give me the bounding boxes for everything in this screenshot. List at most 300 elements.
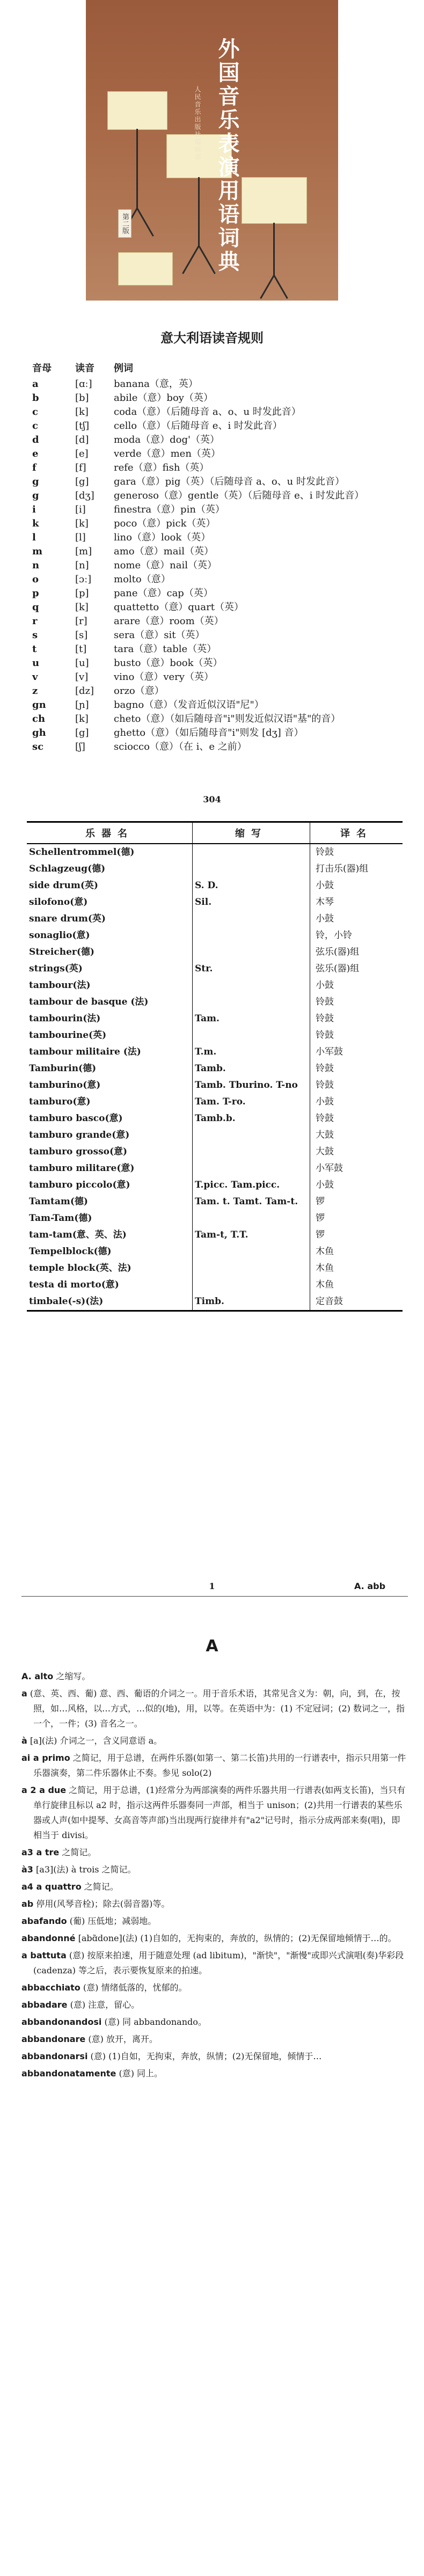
letter-cell: s: [32, 630, 38, 641]
table-row: [32, 671, 403, 685]
table-row: [32, 434, 403, 448]
abbreviation-cell: [193, 911, 310, 927]
instrument-name-cell: tambour militaire (法): [29, 1046, 141, 1057]
example-cell: moda（意）dog'（英）: [114, 434, 220, 445]
table-row: [27, 1177, 403, 1194]
translation-cell: 弦乐(器)组: [310, 944, 403, 961]
music-stand-shape: [273, 223, 275, 276]
example-cell: gara（意）pig（英）（后随母音 a、o、u 时发此音）: [114, 476, 345, 487]
letter-cell: l: [32, 532, 36, 543]
letter-cell: v: [32, 671, 38, 683]
letter-cell: q: [32, 602, 39, 613]
instrument-name-cell: Tempelblock(德): [29, 1246, 112, 1257]
table-row: [27, 1094, 403, 1110]
sound-cell: [k]: [75, 713, 89, 724]
example-cell: refe（意）fish（英）: [114, 462, 209, 473]
table-row: [32, 629, 403, 643]
music-stand-shape: [198, 177, 200, 247]
example-cell: nome（意）nail（英）: [114, 560, 217, 571]
dictionary-entry: [21, 2015, 408, 2030]
header-divider: [21, 1596, 408, 1597]
entry-headword: a3 a tre: [21, 1847, 60, 1857]
table-row: [32, 448, 403, 462]
entry-headword: abbandonare: [21, 2034, 86, 2044]
sound-cell: [p]: [75, 588, 89, 599]
dictionary-entry: [21, 1931, 408, 1946]
cover-title: 外国音乐表演用语词典: [215, 38, 239, 274]
translation-cell: 木鱼: [310, 1260, 403, 1277]
sound-cell: [v]: [75, 671, 89, 683]
entry-definition: (意) 放开，离开。: [88, 2034, 158, 2044]
example-cell: generoso（意）gentle（英）（后随母音 e、i 时发此音）: [114, 490, 364, 501]
sound-cell: [n]: [75, 560, 89, 571]
entry-definition: (意) 情绪低落的，忧郁的。: [83, 1982, 187, 1993]
letter-cell: c: [32, 420, 38, 431]
letter-cell: gn: [32, 699, 46, 711]
instrument-name-cell: Tamtam(德): [29, 1196, 88, 1207]
sound-cell: [e]: [75, 448, 89, 459]
table-row: [32, 406, 403, 420]
dictionary-entry: [21, 1879, 408, 1894]
table-row: [27, 1277, 403, 1293]
table-row: [27, 994, 403, 1011]
translation-cell: 锣: [310, 1210, 403, 1227]
example-cell: cheto（意）（如后随母音"i"则发近似汉语"基"的音）: [114, 713, 341, 724]
table-row: [27, 1293, 403, 1311]
rules-title: 意大利语读音规则: [160, 331, 264, 346]
letter-cell: k: [32, 518, 39, 529]
instrument-name-cell: tamburo militare(意): [29, 1163, 135, 1174]
abbreviation-cell: [193, 977, 310, 994]
translation-cell: 铃鼓: [310, 1060, 403, 1077]
example-cell: banana（意，英）: [114, 378, 198, 390]
book-cover: [0, 0, 424, 301]
letter-cell: d: [32, 434, 39, 445]
letter-cell: n: [32, 560, 40, 571]
instrument-name-cell: testa di morto(意): [29, 1279, 119, 1290]
abbreviation-cell: Timb.: [193, 1293, 310, 1311]
dictionary-entry: [21, 1862, 408, 1877]
table-row: [32, 475, 403, 489]
entry-headword: abbandonarsi: [21, 2051, 88, 2061]
table-row: [32, 727, 403, 741]
translation-cell: 小鼓: [310, 911, 403, 927]
stand-leg-shape: [260, 275, 275, 299]
translation-cell: 铃鼓: [310, 1027, 403, 1044]
table-row: [27, 1110, 403, 1127]
table-row: [27, 877, 403, 894]
instrument-name-cell: side drum(英): [29, 880, 98, 891]
dictionary-entry: [21, 1914, 408, 1929]
sound-cell: [k]: [75, 602, 89, 613]
dictionary-entry: [21, 2049, 408, 2064]
instrument-table: [27, 821, 403, 1312]
dictionary-entry: [21, 1783, 408, 1843]
example-cell: busto（意）book（英）: [114, 657, 223, 669]
table-row: [27, 861, 403, 877]
music-sheet-shape: [107, 91, 167, 130]
abbreviation-cell: S. D.: [193, 877, 310, 894]
music-stand-shape: [136, 129, 138, 209]
entry-definition: 之简记，用于总谱，在两件乐器(如第一、第二长笛)共用的一行谱表中，指示只用第一件乐器演奏，第二件乐器休止不奏。参见 solo(2): [33, 1753, 406, 1778]
instrument-name-cell: strings(英): [29, 963, 83, 974]
table-row: [27, 977, 403, 994]
abbreviation-cell: T.picc. Tam.picc.: [193, 1177, 310, 1194]
entry-definition: (意) 同 abbandonando。: [104, 2017, 207, 2027]
abbreviation-cell: Tamb.b.: [193, 1110, 310, 1127]
table-row: [32, 420, 403, 434]
entry-definition: [a](法) 介词之一，含义同意语 a。: [30, 1736, 163, 1746]
dictionary-entry: [21, 1897, 408, 1912]
instrument-name-cell: tamburo grosso(意): [29, 1146, 128, 1157]
example-cell: finestra（意）pin（英）: [114, 504, 225, 515]
pronunciation-rules-page: [0, 301, 424, 778]
table-row: [32, 741, 403, 755]
abbreviation-cell: [193, 927, 310, 944]
abbreviation-cell: Tam-t, T.T.: [193, 1227, 310, 1243]
entry-definition: 之简记。: [62, 1847, 97, 1857]
abbreviation-cell: [193, 944, 310, 961]
entry-definition: (意、英、西、葡) 意、西、葡语的介词之一。用于音乐术语，其常见含义为：朝，向，到，在，按照，如…风格，以…方式，…似的(地)，用，以等。在英语中为：(1) 不定冠词；(2) 数词之一，指一个，一件；(3) 音名之一。: [30, 1688, 405, 1729]
table-header-row: [27, 822, 403, 844]
section-letter: A: [206, 1637, 218, 1656]
entry-headword: abbandonatamente: [21, 2068, 116, 2079]
sound-cell: [k]: [75, 406, 89, 418]
abbreviation-cell: [193, 1277, 310, 1293]
translation-cell: 锣: [310, 1194, 403, 1210]
abbreviation-cell: [193, 844, 310, 861]
sound-cell: [dz]: [75, 685, 94, 697]
letter-cell: p: [32, 588, 39, 599]
example-cell: abile（意）boy（英）: [114, 392, 213, 404]
entry-definition: (意) (1)自如，无拘束，奔放，纵情；(2)无保留地，倾情于…: [90, 2051, 322, 2061]
instrument-name-cell: tamburo grande(意): [29, 1130, 130, 1140]
abbreviation-cell: Tam.: [193, 1011, 310, 1027]
table-row: [27, 1060, 403, 1077]
translation-cell: 弦乐(器)组: [310, 961, 403, 977]
table-row: [27, 1027, 403, 1044]
instrument-name-cell: snare drum(英): [29, 913, 106, 924]
table-row: [32, 643, 403, 657]
table-header-row: [32, 360, 403, 378]
table-row: [32, 685, 403, 699]
pronunciation-table: [32, 360, 403, 755]
dictionary-entry: [21, 2032, 408, 2047]
table-row: [32, 699, 403, 713]
instrument-name-cell: timbale(-s)(法): [29, 1296, 104, 1307]
example-cell: poco（意）pick（英）: [114, 518, 216, 529]
abbreviation-cell: [193, 1243, 310, 1260]
translation-cell: 木鱼: [310, 1243, 403, 1260]
table-row: [32, 517, 403, 531]
abbreviation-cell: [193, 1160, 310, 1177]
instrument-name-cell: tam-tam(意、英、法): [29, 1230, 127, 1240]
table-row: [27, 1077, 403, 1094]
abbreviation-cell: Tam. T-ro.: [193, 1094, 310, 1110]
table-row: [32, 392, 403, 406]
table-row: [27, 1044, 403, 1060]
abbreviation-cell: Tamb. Tburino. T-no: [193, 1077, 310, 1094]
translation-cell: 木琴: [310, 894, 403, 911]
entry-headword: ai a primo: [21, 1753, 70, 1763]
example-cell: coda（意）（后随母音 a、o、u 时发此音）: [114, 406, 301, 418]
abbreviation-cell: Tam. t. Tamt. Tam-t.: [193, 1194, 310, 1210]
table-row: [32, 559, 403, 573]
translation-cell: 木鱼: [310, 1277, 403, 1293]
table-row: [27, 961, 403, 977]
entry-headword: abbadare: [21, 2000, 68, 2010]
table-row: [27, 1194, 403, 1210]
translation-cell: 铃鼓: [310, 994, 403, 1011]
example-cell: quattetto（意）quart（英）: [114, 602, 244, 613]
entry-headword: abbandonandosi: [21, 2017, 102, 2027]
example-cell: cello（意）（后随母音 e、i 时发此音）: [114, 420, 282, 431]
instrument-table-page: [0, 778, 424, 1562]
table-row: [32, 378, 403, 392]
example-cell: ghetto（意）（如后随母音"i"则发 [dʒ] 音）: [114, 727, 304, 738]
letter-cell: a: [32, 378, 39, 390]
letter-cell: b: [32, 392, 39, 404]
sound-cell: [b]: [75, 392, 89, 404]
letter-cell: gh: [32, 727, 46, 738]
header-example: 例词: [114, 363, 133, 374]
table-row: [32, 615, 403, 629]
translation-cell: 铃，小铃: [310, 927, 403, 944]
sound-cell: [i]: [75, 504, 86, 515]
stand-leg-shape: [273, 275, 288, 299]
sound-cell: [d]: [75, 434, 89, 445]
example-cell: sciocco（意）（在 i、e 之前）: [114, 741, 247, 752]
cover-publisher: 人民音乐出版社编辑部: [194, 86, 201, 161]
table-row: [27, 1260, 403, 1277]
music-sheet-shape: [118, 252, 173, 286]
table-row: [32, 531, 403, 545]
example-cell: arare（意）room（英）: [114, 616, 224, 627]
instrument-name-cell: temple block(英、法): [29, 1263, 131, 1274]
letter-cell: r: [32, 616, 38, 627]
sound-cell: [t]: [75, 643, 87, 655]
letter-cell: g: [32, 490, 39, 501]
sound-cell: [k]: [75, 518, 89, 529]
entry-definition: (葡) 压低地；减弱地。: [69, 1916, 157, 1926]
abbreviation-cell: [193, 994, 310, 1011]
example-cell: pane（意）cap（英）: [114, 588, 213, 599]
cover-edition-badge: 第二版: [118, 209, 131, 238]
entry-definition: (意) 同上。: [119, 2068, 163, 2079]
instrument-name-cell: Tamburin(德): [29, 1063, 97, 1074]
dictionary-entry: [21, 2066, 408, 2081]
dictionary-page: [0, 1562, 424, 2576]
table-row: [27, 894, 403, 911]
translation-cell: 定音鼓: [310, 1293, 403, 1311]
translation-cell: 大鼓: [310, 1127, 403, 1144]
entry-definition: 停用(风琴音栓)；除去(弱音器)等。: [36, 1899, 170, 1909]
entry-definition: (意) 注意，留心。: [70, 2000, 140, 2010]
dictionary-entry: [21, 1980, 408, 1995]
example-cell: lino（意）look（英）: [114, 532, 211, 543]
instrument-name-cell: tamburino(意): [29, 1080, 101, 1091]
dictionary-entry: [21, 1997, 408, 2012]
table-row: [27, 1243, 403, 1260]
letter-cell: e: [32, 448, 39, 459]
letter-cell: f: [32, 462, 36, 473]
table-row: [27, 1160, 403, 1177]
sound-cell: [g]: [75, 727, 89, 738]
table-row: [32, 573, 403, 587]
translation-cell: 铃鼓: [310, 1011, 403, 1027]
instrument-name-cell: tambour(法): [29, 980, 91, 991]
example-cell: sera（意）sit（英）: [114, 630, 205, 641]
sound-cell: [ɑː]: [75, 378, 92, 390]
table-row: [32, 657, 403, 671]
dictionary-entry: [21, 1845, 408, 1860]
instrument-name-cell: tamburo piccolo(意): [29, 1180, 130, 1190]
translation-cell: 大鼓: [310, 1144, 403, 1160]
entry-definition: (意) 按原来拍速，用于随意处理 (ad libitum)，"渐快"，"渐慢"或即兴式演唱(奏)华彩段 (cadenza) 等之后，表示要恢复原来的拍速。: [33, 1950, 404, 1975]
dictionary-entry: [21, 1686, 408, 1731]
translation-cell: 铃鼓: [310, 1110, 403, 1127]
stand-leg-shape: [136, 208, 154, 236]
table-row: [27, 1210, 403, 1227]
table-row: [32, 713, 403, 727]
dictionary-entry: [21, 1751, 408, 1781]
header-abbreviation: 缩写: [193, 822, 310, 844]
letter-cell: z: [32, 685, 38, 697]
letter-cell: g: [32, 476, 39, 487]
table-row: [32, 545, 403, 559]
table-row: [32, 601, 403, 615]
entry-headword: A. alto: [21, 1671, 54, 1681]
translation-cell: 小军鼓: [310, 1044, 403, 1060]
abbreviation-cell: [193, 1210, 310, 1227]
letter-cell: t: [32, 643, 37, 655]
instrument-name-cell: Schlagzeug(德): [29, 863, 106, 874]
abbreviation-cell: [193, 861, 310, 877]
dictionary-entry: [21, 1733, 408, 1748]
header-instrument: 乐器名: [27, 822, 193, 844]
abbreviation-cell: [193, 1144, 310, 1160]
table-row: [27, 911, 403, 927]
table-row: [27, 1144, 403, 1160]
table-row: [27, 844, 403, 861]
sound-cell: [l]: [75, 532, 86, 543]
letter-cell: i: [32, 504, 36, 515]
entry-headword: ab: [21, 1899, 34, 1909]
instrument-name-cell: silofono(意): [29, 897, 88, 908]
example-cell: orzo（意）: [114, 685, 164, 697]
dictionary-entries: [21, 1669, 408, 2083]
table-row: [32, 489, 403, 503]
sound-cell: [r]: [75, 616, 87, 627]
translation-cell: 小鼓: [310, 1094, 403, 1110]
translation-cell: 小鼓: [310, 877, 403, 894]
instrument-name-cell: Tam-Tam(德): [29, 1213, 92, 1224]
sound-cell: [tʃ]: [75, 420, 90, 431]
abbreviation-cell: [193, 1127, 310, 1144]
table-row: [27, 1127, 403, 1144]
example-cell: amo（意）mail（英）: [114, 546, 214, 557]
entry-headword: a4 a quattro: [21, 1882, 82, 1892]
sound-cell: [u]: [75, 657, 89, 669]
translation-cell: 锣: [310, 1227, 403, 1243]
header-letter: 音母: [32, 363, 52, 374]
entry-headword: abafando: [21, 1916, 67, 1926]
entry-headword: abandonné: [21, 1933, 76, 1943]
entry-definition: 之简记。: [84, 1882, 119, 1892]
instrument-name-cell: tambourin(法): [29, 1013, 101, 1024]
table-row: [32, 462, 403, 475]
example-cell: molto（意）: [114, 574, 171, 585]
entry-headword: à: [21, 1736, 27, 1746]
table-row: [27, 1227, 403, 1243]
stand-leg-shape: [182, 245, 200, 274]
abbreviation-cell: [193, 1027, 310, 1044]
instrument-name-cell: tamburo(意): [29, 1096, 91, 1107]
abbreviation-cell: Sil.: [193, 894, 310, 911]
instrument-name-cell: sonaglio(意): [29, 930, 90, 941]
entry-definition: 之简记，用于总谱，(1)经常分为两部演奏的两件乐器共用一行谱表(如两支长笛)，当只有单行旋律且标以 a2 时，指示这两件乐器奏同一声部，相当于 unison；(2)共用一行谱表的某些乐器或人声(如中提琴、女高音等声部)当出现两行旋律并有"a2"记号时，指示分成两部来奏(唱)，即相当于 divisi。: [33, 1785, 406, 1840]
table-row: [27, 1011, 403, 1027]
abbreviation-cell: T.m.: [193, 1044, 310, 1060]
translation-cell: 铃鼓: [310, 844, 403, 861]
entry-headword: a 2 a due: [21, 1785, 67, 1795]
example-cell: tara（意）table（英）: [114, 643, 217, 655]
abbreviation-cell: [193, 1260, 310, 1277]
table-row: [32, 503, 403, 517]
abbreviation-cell: Str.: [193, 961, 310, 977]
letter-cell: o: [32, 574, 39, 585]
table-row: [27, 944, 403, 961]
entry-headword: a battuta: [21, 1950, 67, 1960]
abbreviation-cell: Tamb.: [193, 1060, 310, 1077]
table-row: [32, 587, 403, 601]
running-head: A. abb: [354, 1581, 386, 1591]
entry-definition: 之缩写。: [56, 1671, 91, 1681]
example-cell: verde（意）men（英）: [114, 448, 221, 459]
example-cell: bagno（意）（发音近似汉语"尼"）: [114, 699, 264, 711]
sound-cell: [ʃ]: [75, 741, 85, 752]
instrument-name-cell: tambour de basque (法): [29, 997, 149, 1007]
page-number: 1: [209, 1581, 215, 1591]
dictionary-entry: [21, 1669, 408, 1684]
entry-definition: [a3](法) à trois 之简记。: [36, 1864, 136, 1875]
translation-cell: 铃鼓: [310, 1077, 403, 1094]
entry-headword: a: [21, 1688, 27, 1699]
sound-cell: [f]: [75, 462, 86, 473]
translation-cell: 小鼓: [310, 977, 403, 994]
instrument-name-cell: Schellentrommel(德): [29, 847, 135, 858]
entry-definition: [abɑ̃done](法) (1)自如的，无拘束的，奔放的，纵情的；(2)无保留地倾情于…的。: [78, 1933, 397, 1943]
letter-cell: m: [32, 546, 43, 557]
letter-cell: u: [32, 657, 40, 669]
translation-cell: 小鼓: [310, 1177, 403, 1194]
sound-cell: [s]: [75, 630, 88, 641]
instrument-name-cell: tamburo basco(意): [29, 1113, 123, 1124]
sound-cell: [ɔː]: [75, 574, 92, 585]
sound-cell: [dʒ]: [75, 490, 94, 501]
instrument-name-cell: tambourine(英): [29, 1030, 107, 1041]
header-sound: 读音: [75, 363, 94, 374]
letter-cell: sc: [32, 741, 44, 752]
page-number: 304: [203, 794, 221, 804]
header-translation: 译名: [310, 822, 403, 844]
sound-cell: [g]: [75, 476, 89, 487]
instrument-name-cell: Streicher(德): [29, 947, 94, 957]
entry-headword: abbacchiato: [21, 1982, 81, 1993]
sound-cell: [m]: [75, 546, 92, 557]
translation-cell: 打击乐(器)组: [310, 861, 403, 877]
letter-cell: ch: [32, 713, 46, 724]
